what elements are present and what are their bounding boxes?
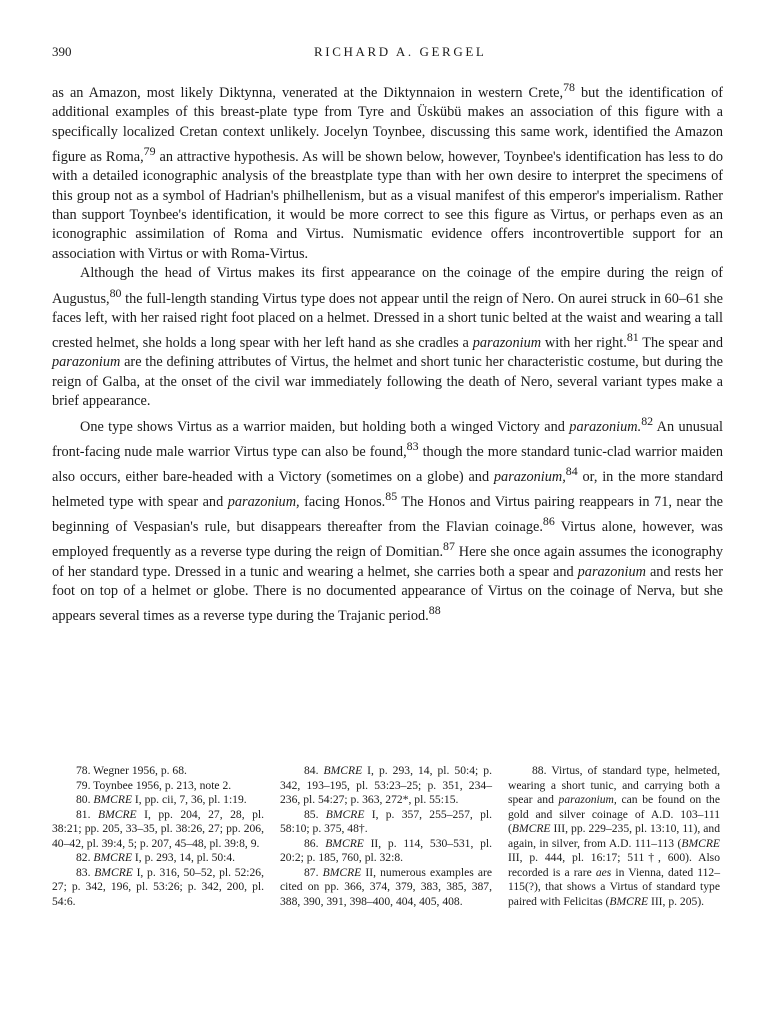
footnote-86: 86. BMCRE II, p. 114, 530–531, pl. 20:2; p. 185, 760, pl. 32:8. (280, 836, 493, 865)
paragraph-2: Although the head of Virtus makes its first appearance on the coinage of the empire during the reign of Augustus,$^{80}$ the full-length standing Virtus type does not appear until the reign of Nero. On aurei struck in 60–61 she faces left, with her raised right foot placed on a helmet. Dressed in a short tunic belted at the waist and wearing a tall crested helmet, she holds a long spear with her left hand as she cradles a parazonium with her right.$^{81}$ The spear and parazonium are the defining attributes of Virtus, the helmet and short tunic her characteristic costume, but during the reign of Galba, at the onset of the civil war immediately following the death of Nero, several variant types make a brief appearance. (52, 265, 723, 410)
footnote-ref[interactable]: 88 (428, 603, 441, 618)
footnotes-column-3 (508, 764, 720, 909)
footnote-88: 88. Virtus, of standard type, helmeted, wearing a short tunic, and carrying both a spear and parazonium, can be found on the gold and silver coinage of A.D. 103–111 (BMCRE III, pp. 229–235, pl. 13:10, 11), and again, in silver, from A.D. 111–113 (BMCRE III, p. 444, pl. 16:17; 511†, 600). Also recorded is a rare aes in Vienna, dated 112–115(?), that shows a Virtus of standard type paired with Felicitas (BMCRE III, p. 205). (508, 764, 721, 908)
footnote-84: 84. BMCRE I, p. 293, 14, pl. 50:4; p. 342, 193–195, pl. 53:23–25; p. 351, 234–236, pl. 54:27; p. 363, 272*, pl. 55:15. (280, 764, 492, 807)
page-header (52, 44, 724, 64)
footnotes-column-1 (52, 764, 264, 909)
footnote-83: 83. BMCRE I, p. 316, 50–52, pl. 52:26, 27; p. 342, 196, pl. 53:26; p. 342, 200, pl. 54:6. (52, 865, 265, 908)
footnote-87: 87. BMCRE II, numerous examples are cited on pp. 366, 374, 379, 383, 385, 387, 388, 390, 391, 398–400, 404, 405, 408. (280, 865, 492, 908)
footnote-ref[interactable]: 86 (542, 514, 555, 529)
running-head: RICHARD A. GERGEL (314, 44, 487, 59)
footnote-81: 81. BMCRE I, pp. 204, 27, 28, pl. 38:21; pp. 205, 33–35, pl. 38:26, 27; pp. 206, 40–42, pl. 39:4, 5; p. 207, 45–48, pl. 39:8, 9. (52, 807, 264, 850)
footnote-ref[interactable]: 83 (406, 438, 419, 453)
footnote-ref[interactable]: 79 (143, 143, 156, 158)
footnote-ref[interactable]: 87 (443, 539, 455, 554)
footnote-ref[interactable]: 78 (563, 80, 575, 94)
main-text (52, 78, 723, 627)
footnote-ref[interactable]: 80 (109, 285, 122, 300)
footnotes-column-2 (280, 764, 492, 909)
footnote-85: 85. BMCRE I, p. 357, 255–257, pl. 58:10; p. 375, 48†. (280, 807, 492, 836)
footnote-78: 78. Wegner 1956, p. 68. (76, 764, 187, 777)
footnote-79: 79. Toynbee 1956, p. 213, note 2. (76, 778, 232, 792)
footnote-82: 82. BMCRE I, p. 293, 14, pl. 50:4. (76, 851, 236, 865)
footnotes (52, 764, 724, 994)
footnote-ref[interactable]: 84 (565, 463, 578, 478)
footnote-80: 80. BMCRE I, pp. cii, 7, 36, pl. 1:19. (76, 793, 247, 807)
footnote-ref[interactable]: 82 (641, 413, 654, 428)
paragraph-3: One type shows Virtus as a warrior maiden, but holding both a winged Victory and parazonium.$^{82}$ An unusual front-facing nude male warrior Virtus type can also be found,$^{83}$ though the more standard tunic-clad warrior maiden also occurs, either bare-headed with a Victory (sometimes on a globe) and parazonium,$^{84}$ or, in the more standard helmeted type with spear and parazonium, facing Honos.$^{85}$ The Honos and Virtus pairing reappears in 71, near the beginning of Vespasian's rule, but disappears thereafter from the Flavian coinage.$^{86}$ Virtus alone, however, was employed frequently as a reverse type during the reign of Domitian.$^{87}$ Here she once again assumes the iconography of her standard type. Dressed in a tunic and wearing a helmet, she carries both a spear and parazonium and rests her foot on top of a helmet or globe. There is no documented appearance of Virtus on the coinage of Nerva, but she appears several times as a reverse type during the Trajanic period.$^{88}$ (52, 413, 724, 625)
footnote-ref[interactable]: 81 (626, 330, 639, 345)
paragraph-1: as an Amazon, most likely Diktynna, venerated at the Diktynnaion in western Crete,$^{78}$ but the identification of additional examples of this breast-plate type from Tyre and Üskübü makes an association of this figure with a specifically localized Cretan context unlikely. Jocelyn Toynbee, discussing this same work, identified the Amazon figure as Roma,$^{79}$ an attractive hypothesis. As will be shown below, however, Toynbee's identification has less to do with a detailed iconographic analysis of the breastplate type than with her own desire to interpret the specimens of this group not as a symbol of Hadrian's philhellenism, but as a visual manifest of this emperor's imperialism. Rather than support Toynbee's identification, it would be more correct to see this figure as Virtus, or perhaps even as an iconographic assimilation of Roma and Virtus. Numismatic evidence offers incontrovertible support for an association with Virtus or with Roma-Virtus. (52, 80, 723, 262)
page-number: 390 (52, 44, 72, 59)
footnote-ref[interactable]: 85 (385, 489, 398, 504)
